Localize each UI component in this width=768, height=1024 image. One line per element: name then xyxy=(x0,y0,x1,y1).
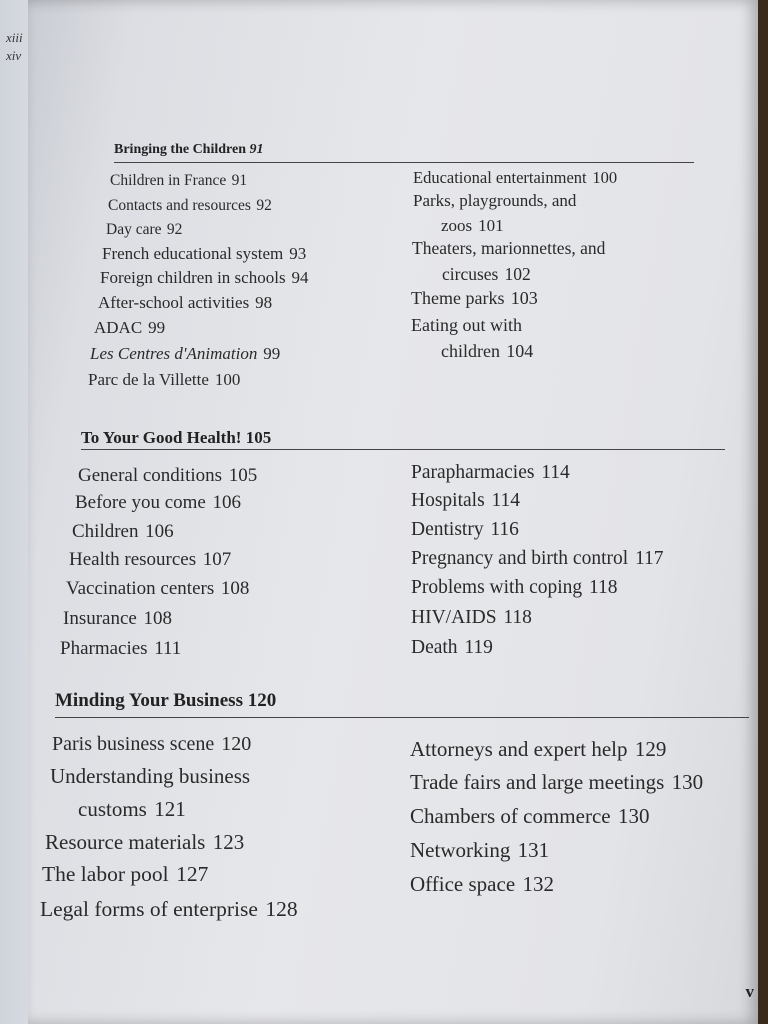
toc-entry[interactable] xyxy=(108,197,272,215)
toc-entry[interactable] xyxy=(411,490,520,512)
section-rule xyxy=(55,717,749,718)
toc-entry[interactable] xyxy=(110,172,247,190)
entry-page: 108 xyxy=(220,578,250,599)
toc-entry[interactable] xyxy=(60,638,181,660)
entry-page: 92 xyxy=(256,197,272,214)
entry-label: Chambers of commerce xyxy=(410,804,611,828)
entry-label: Networking xyxy=(410,838,511,862)
section-title-text: To Your Good Health! xyxy=(81,428,242,447)
entry-page: 120 xyxy=(221,733,252,755)
toc-entry-continuation[interactable] xyxy=(441,341,533,362)
entry-label: Day care xyxy=(106,221,162,238)
entry-page: 119 xyxy=(464,637,493,658)
entry-page: 99 xyxy=(148,318,166,337)
entry-page: 107 xyxy=(202,549,232,570)
toc-entry[interactable] xyxy=(42,862,208,887)
entry-label: circuses xyxy=(442,264,499,284)
entry-label: Parc de la Villette xyxy=(88,370,209,389)
entry-label: Problems with coping xyxy=(411,577,583,598)
toc-entry[interactable] xyxy=(411,637,493,659)
entry-label: children xyxy=(441,341,500,361)
toc-entry[interactable] xyxy=(100,268,309,288)
entry-label: Children in France xyxy=(110,172,227,189)
section-title-text: Bringing the Children xyxy=(114,142,246,157)
entry-page: 91 xyxy=(231,172,248,189)
entry-label: Insurance xyxy=(63,608,137,629)
entry-label: Dentistry xyxy=(411,519,484,540)
toc-entry[interactable] xyxy=(410,838,549,863)
entry-page: 100 xyxy=(214,370,241,389)
entry-page: 118 xyxy=(503,607,532,628)
toc-entry[interactable] xyxy=(88,370,240,390)
entry-label: zoos xyxy=(441,216,473,235)
toc-entry[interactable] xyxy=(102,244,306,264)
toc-entry[interactable] xyxy=(69,549,231,571)
toc-entry[interactable] xyxy=(411,607,532,629)
entry-label: Office space xyxy=(410,872,516,896)
toc-entry[interactable] xyxy=(50,764,250,789)
entry-page: 98 xyxy=(255,293,273,312)
section-page-number: 105 xyxy=(245,428,272,447)
toc-entry[interactable] xyxy=(412,238,605,259)
entry-label: Les Centres d'Animation xyxy=(90,344,258,363)
entry-page: 127 xyxy=(176,862,209,886)
toc-entry[interactable] xyxy=(106,221,182,239)
toc-entry[interactable] xyxy=(52,733,251,756)
toc-entry[interactable] xyxy=(411,519,519,541)
entry-label: Hospitals xyxy=(411,490,485,511)
entry-label: Theme parks xyxy=(411,288,505,308)
toc-entry[interactable] xyxy=(410,737,666,762)
section-page-number: 91 xyxy=(249,142,264,157)
entry-page: 118 xyxy=(588,577,618,598)
entry-label: Legal forms of enterprise xyxy=(40,897,258,921)
entry-page: 117 xyxy=(634,548,664,569)
previous-page-fragment: xiv xyxy=(6,48,22,63)
toc-entry-continuation[interactable] xyxy=(442,264,531,285)
entry-label: Pharmacies xyxy=(60,638,148,659)
entry-label: Parapharmacies xyxy=(411,462,535,483)
entry-page: 106 xyxy=(145,521,174,542)
entry-page: 101 xyxy=(478,216,504,235)
entry-page: 103 xyxy=(510,288,538,308)
toc-entry[interactable] xyxy=(94,318,165,338)
toc-entry[interactable] xyxy=(410,770,703,795)
toc-entry[interactable] xyxy=(413,168,617,188)
entry-page: 114 xyxy=(541,462,570,483)
entry-label: Resource materials xyxy=(45,830,206,854)
toc-entry[interactable] xyxy=(40,897,298,922)
entry-page: 121 xyxy=(154,797,186,821)
entry-label: ADAC xyxy=(94,318,143,337)
toc-entry[interactable] xyxy=(98,293,272,313)
entry-label: Parks, playgrounds, and xyxy=(413,191,577,210)
entry-page: 94 xyxy=(291,268,309,287)
entry-page: 93 xyxy=(289,244,307,263)
toc-entry[interactable] xyxy=(90,344,280,364)
toc-entry[interactable] xyxy=(45,830,244,855)
entry-label: Understanding business xyxy=(50,764,251,788)
toc-entry[interactable] xyxy=(411,288,538,309)
toc-entry[interactable] xyxy=(72,521,174,543)
toc-entry[interactable] xyxy=(411,577,618,599)
entry-page: 111 xyxy=(154,638,182,659)
entry-label: The labor pool xyxy=(42,862,169,886)
toc-entry-continuation[interactable] xyxy=(78,797,186,822)
entry-page: 114 xyxy=(491,490,521,511)
section-rule xyxy=(81,449,725,450)
entry-page: 92 xyxy=(166,221,183,238)
toc-entry[interactable] xyxy=(63,608,172,630)
entry-label: Death xyxy=(411,637,458,658)
section-title xyxy=(114,142,264,158)
entry-page: 131 xyxy=(517,838,550,862)
entry-page: 130 xyxy=(617,804,650,828)
entry-page: 108 xyxy=(143,608,172,629)
toc-entry[interactable] xyxy=(411,548,664,570)
entry-page: 132 xyxy=(522,872,554,896)
entry-page: 99 xyxy=(263,344,281,363)
entry-label: Foreign children in schools xyxy=(100,268,286,287)
entry-page: 116 xyxy=(490,519,519,540)
toc-entry[interactable] xyxy=(410,804,649,829)
entry-page: 100 xyxy=(592,168,618,187)
toc-entry[interactable] xyxy=(75,492,241,514)
toc-entry[interactable] xyxy=(411,462,570,484)
toc-entry[interactable] xyxy=(411,315,522,336)
entry-label: Pregnancy and birth control xyxy=(411,548,629,569)
entry-page: 102 xyxy=(504,264,531,284)
entry-label: customs xyxy=(78,797,147,821)
toc-entry[interactable] xyxy=(66,578,249,600)
entry-label: Health resources xyxy=(69,549,197,570)
section-title-text: Minding Your Business xyxy=(55,690,243,711)
previous-page-fragment: xiii xyxy=(6,30,23,45)
entry-label: Attorneys and expert help xyxy=(410,737,628,761)
entry-label: Theaters, marionnettes, and xyxy=(412,238,606,258)
entry-label: Contacts and resources xyxy=(108,197,251,214)
section-rule xyxy=(114,162,694,163)
entry-label: Before you come xyxy=(75,492,206,513)
entry-page: 123 xyxy=(212,830,245,854)
entry-page: 104 xyxy=(506,341,534,361)
toc-entry[interactable] xyxy=(413,191,576,211)
section-page-number: 120 xyxy=(247,690,277,711)
book-page xyxy=(28,0,758,1024)
toc-entry[interactable] xyxy=(78,465,257,487)
entry-label: Paris business scene xyxy=(52,733,215,755)
section-title xyxy=(81,428,271,448)
section-title xyxy=(55,690,276,712)
entry-page: 128 xyxy=(265,897,298,921)
entry-label: Vaccination centers xyxy=(66,578,215,599)
entry-label: Educational entertainment xyxy=(413,168,587,187)
entry-page: 130 xyxy=(671,770,704,794)
page-folio: v xyxy=(745,982,754,1001)
entry-page: 129 xyxy=(634,737,667,761)
entry-label: After-school activities xyxy=(98,293,250,312)
entry-page: 105 xyxy=(228,465,258,486)
entry-label: Trade fairs and large meetings xyxy=(410,770,665,794)
entry-label: General conditions xyxy=(78,465,223,486)
toc-entry-continuation[interactable] xyxy=(441,216,504,236)
entry-label: Children xyxy=(72,521,139,542)
entry-label: Eating out with xyxy=(411,315,522,335)
toc-entry[interactable] xyxy=(410,872,554,897)
entry-page: 106 xyxy=(212,492,241,513)
entry-label: HIV/AIDS xyxy=(411,607,497,628)
entry-label: French educational system xyxy=(102,244,284,263)
